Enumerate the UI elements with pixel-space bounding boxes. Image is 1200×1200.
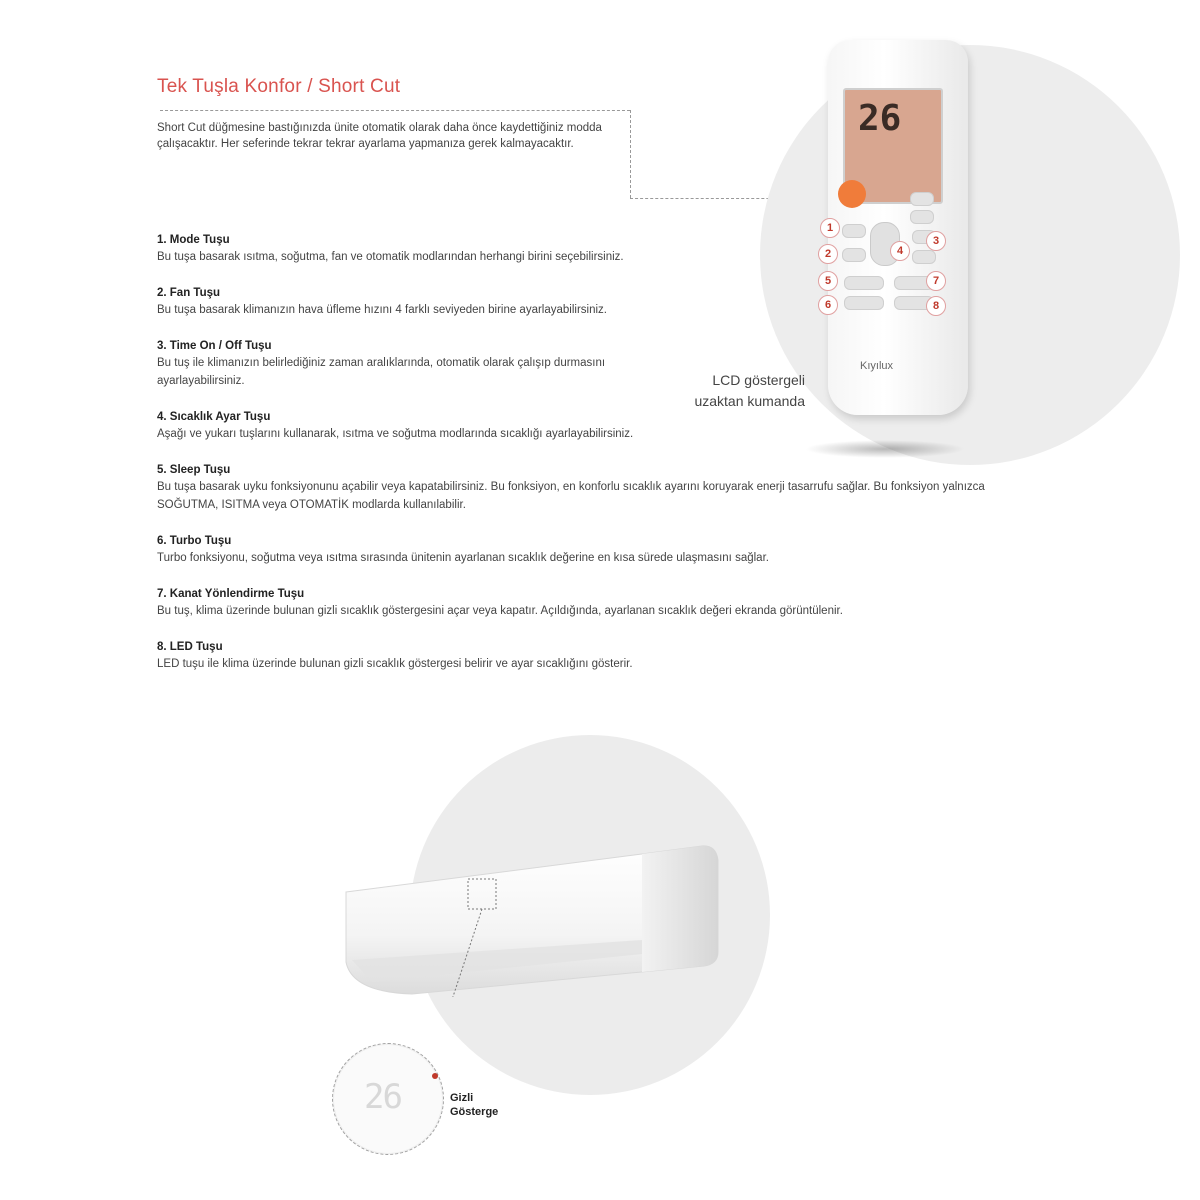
number-badge: 6 <box>818 295 838 315</box>
remote-button <box>842 248 866 262</box>
feature-title: 3. Time On / Off Tuşu <box>157 340 272 352</box>
ac-unit-body <box>342 842 722 997</box>
hidden-display-label <box>450 1091 498 1119</box>
caption-line: LCD göstergeli <box>712 372 805 388</box>
leader-line <box>630 110 631 198</box>
number-badge: 2 <box>818 244 838 264</box>
feature-text: Bu tuşa basarak uyku fonksiyonunu açabilir veya kapatabilirsiniz. Bu fonksiyon, en konforlu sıcaklık ayarını koruyarak enerji tasarrufu sağlar. Bu fonksiyon yalnızca SOĞUTMA, ISITMA veya OTOMATİK modlarda kullanılabilir. <box>157 481 985 511</box>
feature-title: 6. Turbo Tuşu <box>157 535 232 547</box>
remote-button <box>910 192 934 206</box>
remote-button <box>842 224 866 238</box>
label-line: Gösterge <box>450 1106 499 1118</box>
feature-text: Bu tuş, klima üzerinde bulunan gizli sıcaklık göstergesini açar veya kapatır. Açıldığında, ayarlanan sıcaklık değeri ekranda görüntülenir. <box>157 605 843 617</box>
number-badge: 7 <box>926 271 946 291</box>
feature-text: Bu tuşa basarak klimanızın hava üfleme hızını 4 farklı seviyeden birine ayarlayabilirsiniz. <box>157 304 607 316</box>
remote-shadow <box>805 440 965 458</box>
feature-text: LED tuşu ile klima üzerinde bulunan gizli sıcaklık göstergesi belirir ve ayar sıcaklığını gösterir. <box>157 658 633 670</box>
intro-text: Short Cut düğmesine bastığınızda ünite otomatik olarak daha önce kaydettiğiniz modda çalışacaktır. Her seferinde tekrar tekrar ayarlama yapmanıza gerek kalmayacaktır. <box>157 122 602 150</box>
remote-caption <box>660 370 805 412</box>
shortcut-button <box>838 180 866 208</box>
brand-logo: Kıyılux <box>860 360 894 372</box>
feature-title: 8. LED Tuşu <box>157 641 223 653</box>
feature-title: 7. Kanat Yönlendirme Tuşu <box>157 588 305 600</box>
hidden-display-temperature: 26 <box>364 1077 401 1117</box>
page-title: Tek Tuşla Konfor / Short Cut <box>157 76 401 97</box>
number-badge: 4 <box>890 241 910 261</box>
feature-text: Aşağı ve yukarı tuşlarını kullanarak, ısıtma ve soğutma modlarında sıcaklığı ayarlayabilirsiniz. <box>157 428 634 440</box>
feature-title: 1. Mode Tuşu <box>157 234 230 246</box>
label-line: Gizli <box>450 1092 474 1104</box>
number-badge: 8 <box>926 296 946 316</box>
feature-item-mode <box>157 232 627 266</box>
indicator-dot <box>432 1073 438 1079</box>
feature-text: Turbo fonksiyonu, soğutma veya ısıtma sırasında ünitenin ayarlanan sıcaklık değerine en kısa sürede ulaşmasını sağlar. <box>157 552 769 564</box>
feature-item-swing <box>157 586 1037 620</box>
feature-title: 4. Sıcaklık Ayar Tuşu <box>157 411 271 423</box>
feature-text: Bu tuş ile klimanızın belirlediğiniz zaman aralıklarında, otomatik olarak çalışıp durmasını ayarlayabilirsiniz. <box>157 357 606 387</box>
remote-button <box>844 276 884 290</box>
feature-text: Bu tuşa basarak ısıtma, soğutma, fan ve otomatik modlarından herhangi birini seçebilirsiniz. <box>157 251 624 263</box>
feature-item-sleep <box>157 462 1017 514</box>
remote-button <box>912 250 936 264</box>
feature-title: 5. Sleep Tuşu <box>157 464 231 476</box>
remote-control <box>828 40 968 415</box>
leader-line <box>160 110 630 111</box>
lcd-temperature: 26 <box>858 98 902 139</box>
number-badge: 5 <box>818 271 838 291</box>
feature-item-led <box>157 639 1037 673</box>
caption-line: uzaktan kumanda <box>694 393 805 409</box>
remote-button <box>910 210 934 224</box>
feature-item-timer <box>157 338 657 390</box>
number-badge: 3 <box>926 231 946 251</box>
feature-item-fan <box>157 285 627 319</box>
remote-button <box>844 296 884 310</box>
number-badge: 1 <box>820 218 840 238</box>
feature-item-turbo <box>157 533 1037 567</box>
hidden-display-zoom <box>332 1043 444 1155</box>
ac-unit <box>342 842 722 997</box>
feature-title: 2. Fan Tuşu <box>157 287 221 299</box>
